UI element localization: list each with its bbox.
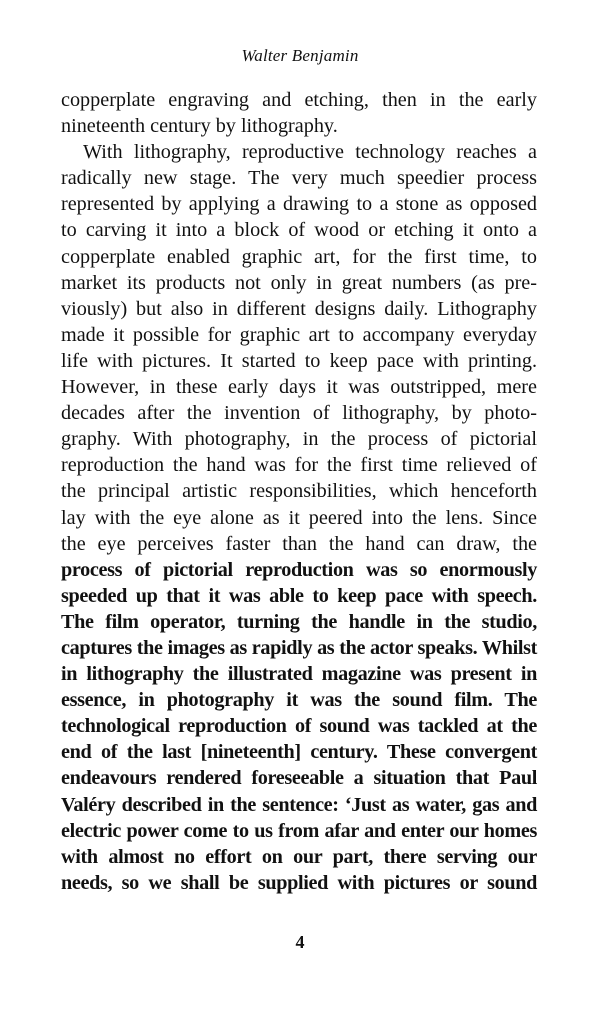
text-line: decades after the invention of lithography, by photo- <box>61 402 537 425</box>
text-line: reproduction the hand was for the first time relieved of <box>61 454 537 477</box>
text-line: made it possible for graphic art to accompany everyday <box>61 323 537 346</box>
text-line: with almost no effort on our part, there serving our <box>61 845 537 868</box>
text-line: nineteenth century by lithography. <box>61 115 338 138</box>
text-line: graphy. With photography, in the process of pictorial <box>61 428 537 451</box>
text-line: the eye perceives faster than the hand can draw, the <box>61 532 537 555</box>
text-line: speeded up that it was able to keep pace with speech. <box>61 584 537 607</box>
text-line: the principal artistic responsibilities, which henceforth <box>61 480 537 503</box>
text-line: to carving it into a block of wood or etching it onto a <box>61 219 537 242</box>
text-line: However, in these early days it was outstripped, mere <box>61 376 537 399</box>
text-line: essence, in photography it was the sound film. The <box>61 689 537 712</box>
text-line: in lithography the illustrated magazine was present in <box>61 663 537 686</box>
text-line: process of pictorial reproduction was so enormously <box>61 558 537 581</box>
text-line: With lithography, reproductive technology reaches a <box>83 141 537 164</box>
body-text <box>61 87 537 896</box>
text-line: radically new stage. The very much speedier process <box>61 167 537 190</box>
text-line: The film operator, turning the handle in the studio, <box>61 610 537 633</box>
paragraph-2 <box>61 139 537 896</box>
text-line: copperplate engraving and etching, then in the early <box>61 89 537 111</box>
text-line: market its products not only in great numbers (as pre- <box>61 271 537 294</box>
text-line: needs, so we shall be supplied with pictures or sound <box>61 871 537 894</box>
text-line: life with pictures. It started to keep pace with printing. <box>61 349 537 372</box>
page-number: 4 <box>295 932 305 952</box>
text-line: captures the images as rapidly as the actor speaks. Whilst <box>61 636 537 659</box>
text-line: represented by applying a drawing to a stone as opposed <box>61 193 537 216</box>
text-line: electric power come to us from afar and enter our homes <box>61 819 537 842</box>
text-line: copperplate enabled graphic art, for the first time, to <box>61 245 537 268</box>
text-line: viously) but also in different designs daily. Lithography <box>61 297 537 320</box>
text-line: technological reproduction of sound was tackled at the <box>61 715 537 738</box>
text-line: Valéry described in the sentence: ‘Just as water, gas and <box>61 793 537 816</box>
text-line: endeavours rendered foreseeable a situation that Paul <box>61 767 537 790</box>
text-line: end of the last [nineteenth] century. These convergent <box>61 741 537 764</box>
text-line: lay with the eye alone as it peered into the lens. Since <box>61 506 537 529</box>
paragraph-1 <box>61 87 537 139</box>
running-head: Walter Benjamin <box>241 46 359 65</box>
